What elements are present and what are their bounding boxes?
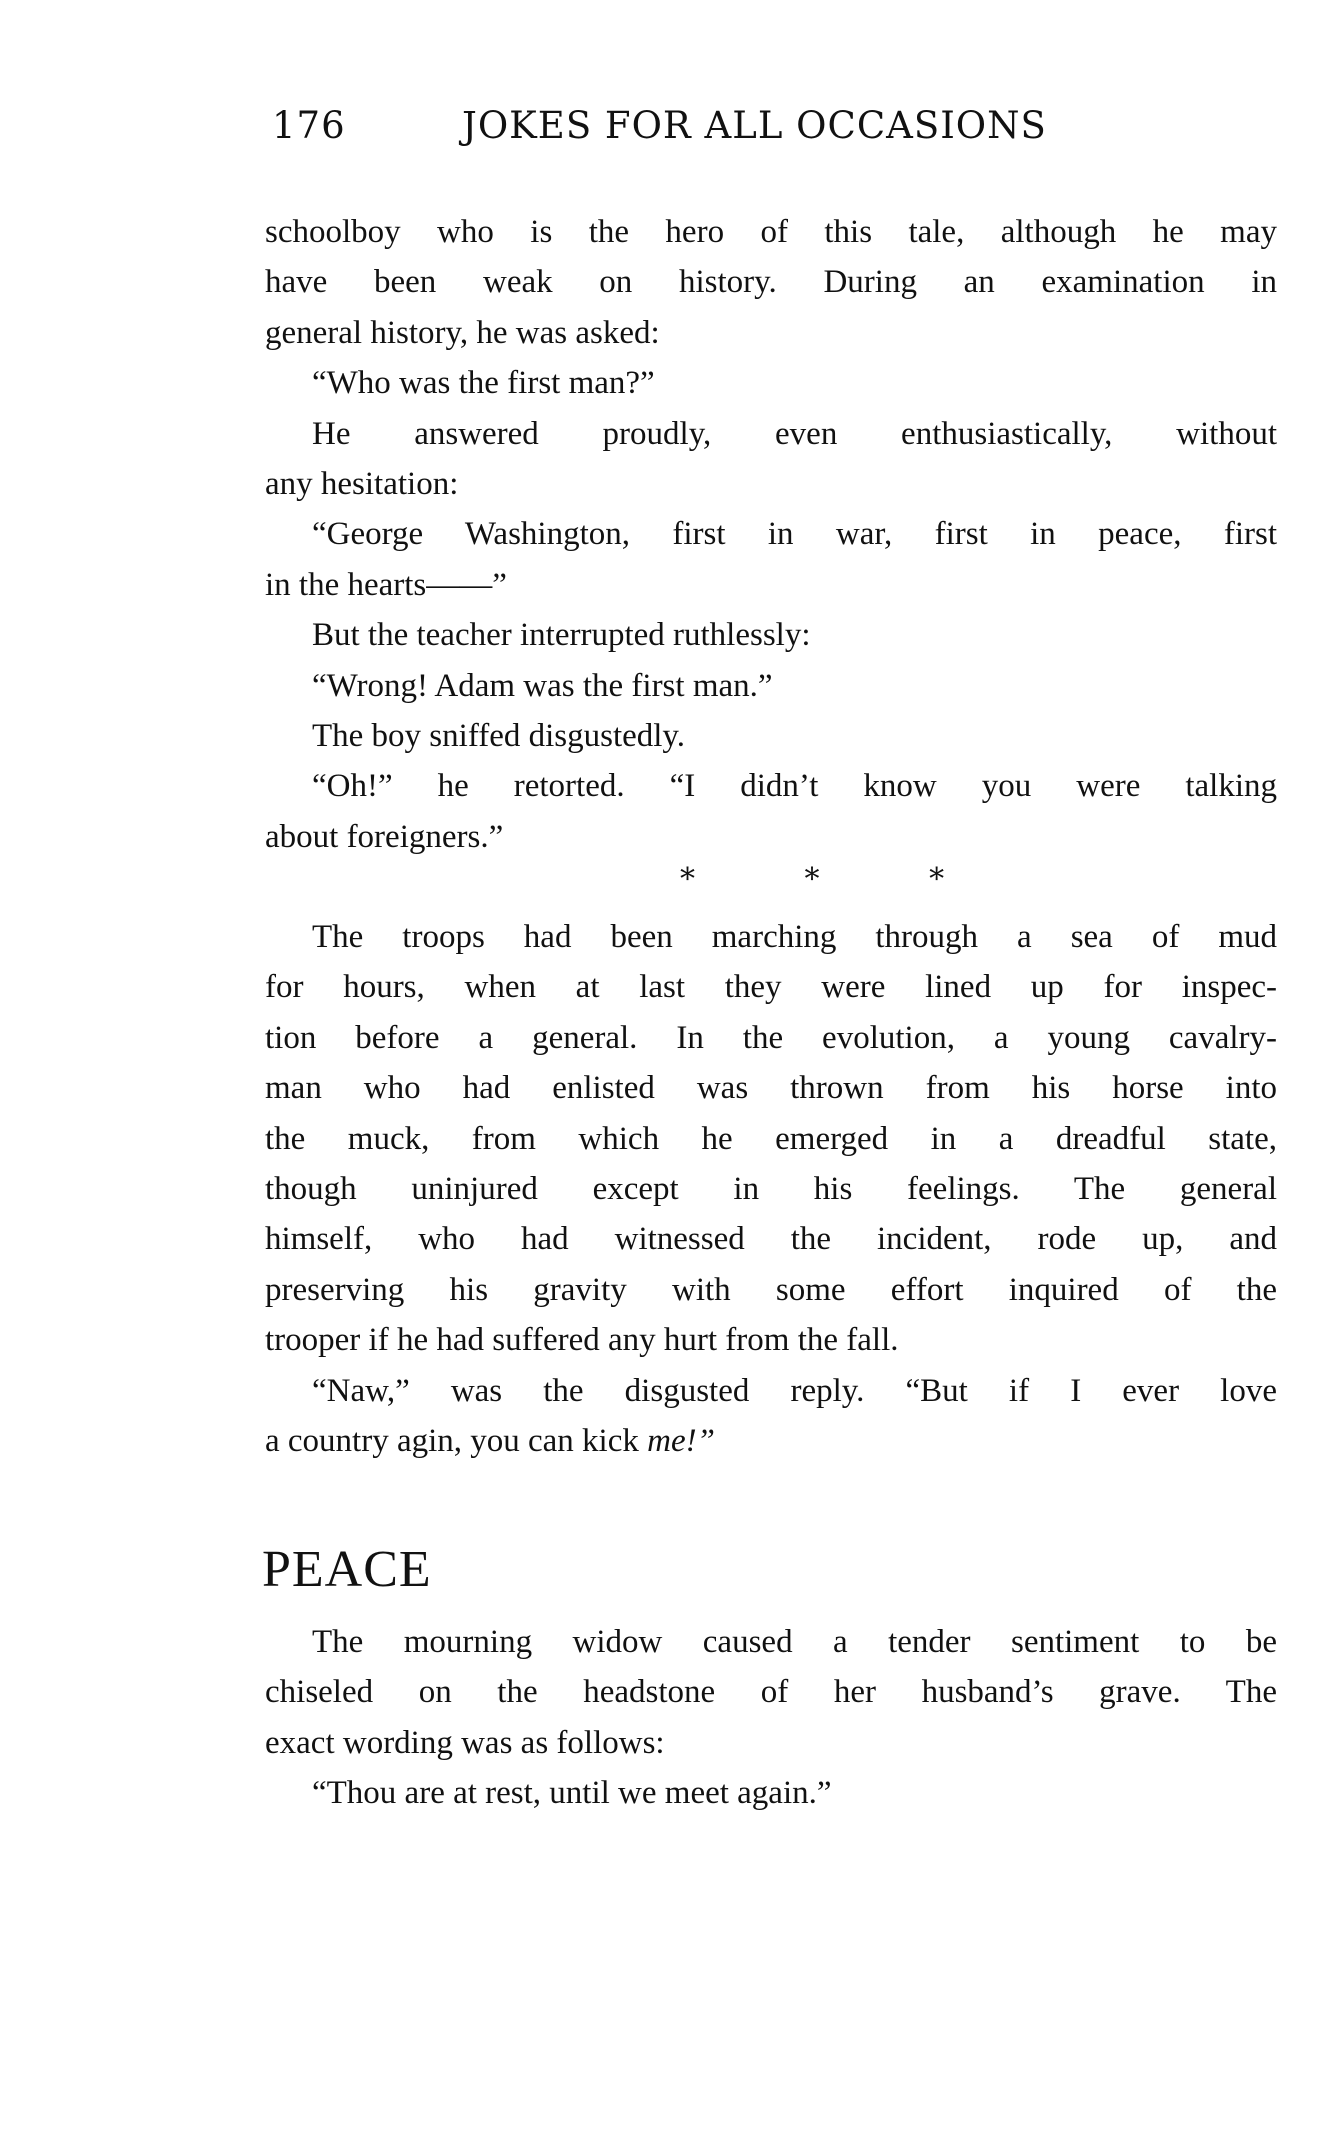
text-line-content: The boy sniffed disgustedly. xyxy=(312,718,686,754)
text-line xyxy=(265,1419,1277,1463)
text-line xyxy=(312,1620,1277,1664)
text-line xyxy=(312,412,1277,456)
text-line xyxy=(265,1268,1277,1312)
text-line xyxy=(265,563,1277,607)
text-line xyxy=(265,260,1277,304)
text-line xyxy=(265,965,1277,1009)
text-line xyxy=(312,512,1277,556)
text-line xyxy=(265,815,1277,859)
text-line xyxy=(312,714,1277,758)
text-line-content: himself, who had witnessed the incident, rode up, and xyxy=(265,1221,1277,1258)
running-title: JOKES FOR ALL OCCASIONS xyxy=(462,104,1047,147)
text-line-content: “Oh!” he retorted. “I didn’t know you were talking xyxy=(312,768,1277,805)
text-line xyxy=(312,915,1277,959)
text-line-content: “George Washington, first in war, first in peace, first xyxy=(312,516,1277,553)
section-separator: * * * xyxy=(680,862,995,897)
section-heading-peace: PEACE xyxy=(262,1541,432,1598)
text-line xyxy=(312,1369,1277,1413)
text-line-content: exact wording was as follows: xyxy=(265,1724,665,1761)
text-line xyxy=(312,613,1277,657)
page-number: 176 xyxy=(272,104,346,147)
text-line-content: for hours, when at last they were lined up for inspec- xyxy=(265,969,1277,1006)
text-line-content: He answered proudly, even enthusiastically, without xyxy=(312,415,1277,452)
text-line xyxy=(265,462,1277,506)
text-line-content: have been weak on history. During an examination in xyxy=(265,264,1277,301)
text-line-content: The troops had been marching through a sea of mud xyxy=(312,919,1277,955)
text-line-content: “Wrong! Adam was the first man.” xyxy=(312,667,773,704)
text-line-content: The mourning widow caused a tender sentiment to be xyxy=(312,1624,1277,1660)
text-line-content: “Naw,” was the disgusted reply. “But if I ever love xyxy=(312,1372,1277,1409)
text-line-content: man who had enlisted was thrown from his horse into xyxy=(265,1070,1277,1107)
text-line xyxy=(265,1318,1277,1362)
text-line-content: preserving his gravity with some effort inquired of the xyxy=(265,1271,1277,1308)
text-line-content: But the teacher interrupted ruthlessly: xyxy=(312,617,811,654)
text-line-content: any hesitation: xyxy=(265,466,459,502)
text-line xyxy=(265,1670,1277,1714)
text-line xyxy=(265,1167,1277,1211)
text-line-content: though uninjured except in his feelings. The general xyxy=(265,1171,1277,1207)
text-line xyxy=(265,1721,1277,1765)
text-line-content: schoolboy who is the hero of this tale, although he may xyxy=(265,214,1277,250)
text-line xyxy=(265,1066,1277,1110)
text-line xyxy=(265,311,1277,355)
text-line xyxy=(312,664,1277,708)
text-line xyxy=(265,1016,1277,1060)
text-line xyxy=(265,210,1277,254)
text-line-content: “Who was the first man?” xyxy=(312,365,655,402)
text-line-content: in the hearts——” xyxy=(265,566,507,603)
text-line-content: tion before a general. In the evolution, a young cavalry- xyxy=(265,1019,1277,1056)
emphasis: me!” xyxy=(647,1423,715,1459)
text-line-content: the muck, from which he emerged in a dreadful state, xyxy=(265,1120,1277,1157)
text-line-content: “Thou are at rest, until we meet again.” xyxy=(312,1775,832,1812)
text-line xyxy=(312,1771,1277,1815)
text-line-content: chiseled on the headstone of her husband’s grave. The xyxy=(265,1674,1277,1711)
text-line xyxy=(312,764,1277,808)
text-line-content: trooper if he had suffered any hurt from the fall. xyxy=(265,1322,899,1359)
text-line xyxy=(265,1217,1277,1261)
text-line xyxy=(265,1117,1277,1161)
text-line-content: a country agin, you can kick xyxy=(265,1423,648,1459)
text-line-content: general history, he was asked: xyxy=(265,314,660,351)
text-line-content: about foreigners.” xyxy=(265,818,504,855)
text-line xyxy=(312,361,1277,405)
